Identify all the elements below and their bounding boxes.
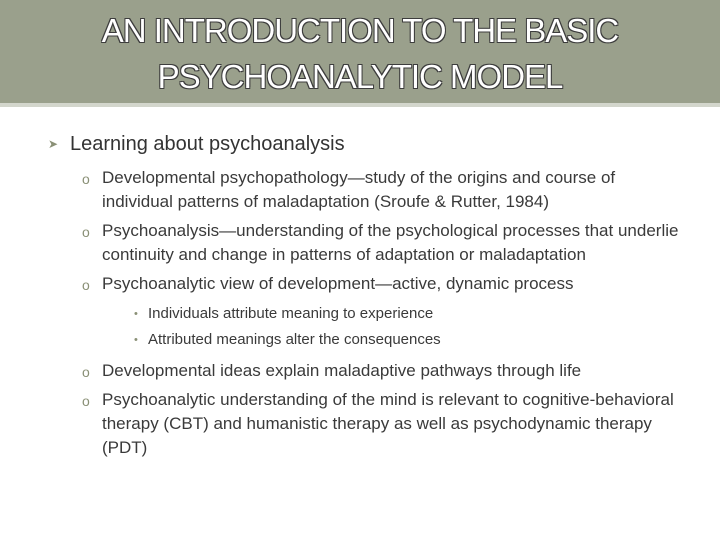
bullet-level2-text: Psychoanalytic view of development—active, dynamic process [102,274,574,293]
bullet-level2-item [82,388,688,460]
circle-bullet-icon: o [82,364,90,380]
circle-bullet-icon: o [82,171,90,187]
slide-title [0,8,720,100]
bullet-level3-text: Attributed meanings alter the consequences [148,331,441,348]
arrow-bullet-icon: ➤ [48,137,59,151]
dot-bullet-icon: • [134,334,138,346]
bullet-level2-item [82,166,688,214]
circle-bullet-icon: o [82,224,90,240]
bullet-list-level2 [82,166,688,460]
bullet-level3-text: Individuals attribute meaning to experience [148,305,434,322]
bullet-level2-item [82,272,688,296]
bullet-level3-item [134,327,688,353]
bullet-level2-text: Developmental psychopathology—study of the origins and course of individual patterns of maladaptation (Sroufe & Rutter, 1984) [102,168,616,211]
bullet-level1-text: Learning about psychoanalysis [70,133,345,155]
bullet-level1 [48,130,688,158]
title-divider [0,103,720,107]
slide-title-line-2: PSYCHOANALYTIC MODEL [157,58,563,95]
bullet-level2-item [82,219,688,267]
bullet-list-level3 [134,301,688,353]
slide-title-line-1: AN INTRODUCTION TO THE BASIC [101,12,619,49]
circle-bullet-icon: o [82,393,90,409]
bullet-level2-text: Psychoanalytic understanding of the mind is relevant to cognitive-behavioral therapy (CBT) and humanistic therapy as well as psychodynamic therapy (PDT) [102,390,674,457]
bullet-level2-text: Psychoanalysis—understanding of the psychological processes that underlie continuity and change in patterns of adaptation or maladaptation [102,221,679,264]
bullet-level3-item [134,301,688,327]
bullet-level2-text: Developmental ideas explain maladaptive pathways through life [102,361,582,380]
circle-bullet-icon: o [82,277,90,293]
slide-content [48,130,688,465]
bullet-level2-item [82,359,688,383]
dot-bullet-icon: • [134,308,138,320]
